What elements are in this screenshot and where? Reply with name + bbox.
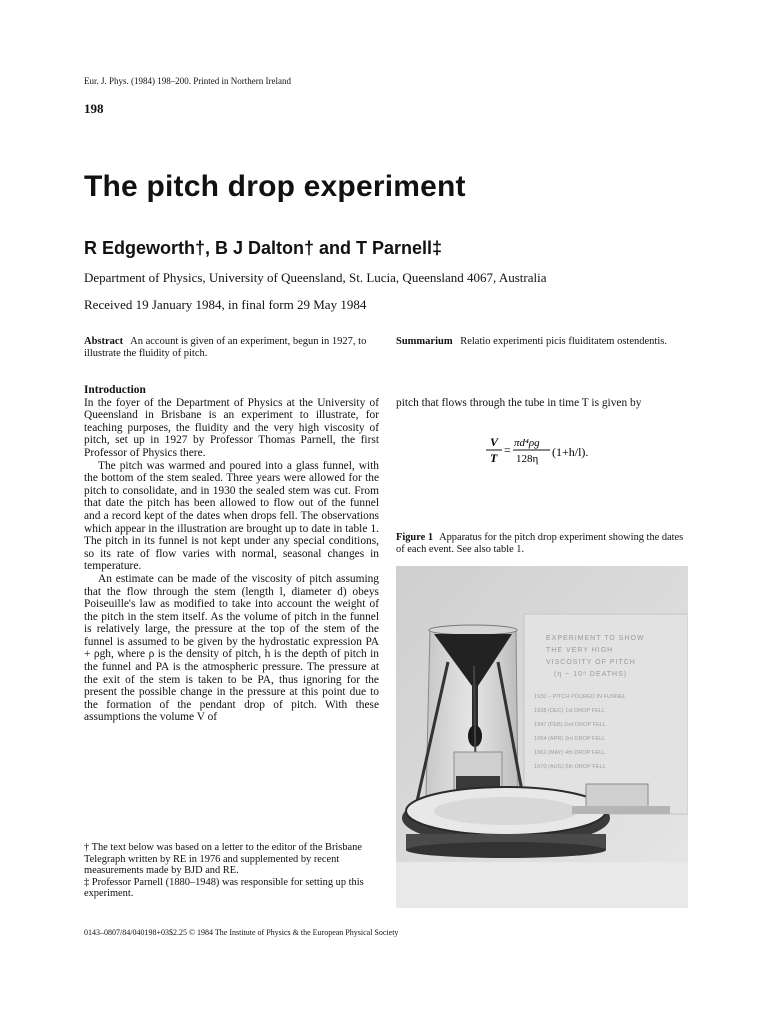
copyright-line: 0143–0807/84/040198+03$2.25 © 1984 The Institute of Physics & the European Physical Society [84,928,399,937]
footnote-1: † The text below was based on a letter to the editor of the Brisbane Telegraph written by RE in 1976 and supplemented by recent measurements made by BJD and RE. [84,842,362,877]
summarium-text: Relatio experimenti picis fluiditatem ostendentis. [460,336,667,347]
article-authors: R Edgeworth†, B J Dalton† and T Parnell‡ [84,238,443,258]
board-entry-4: 1954 (APR) 3rd DROP FELL [534,736,606,742]
figure-caption [396,532,688,556]
figure-label: Figure 1 [396,532,434,543]
page-number: 198 [84,101,104,116]
board-entry-2: 1938 (DEC) 1st DROP FELL [534,708,606,714]
received-dates: Received 19 January 1984, in final form 29 May 1984 [84,297,367,312]
abstract-label: Abstract [84,336,124,347]
abstract-text: An account is given of an experiment, begun in 1927, to illustrate the fluidity of pitch. [84,336,367,359]
formula-lhs-numerator: V [490,435,499,449]
formula-rhs-numerator: πd⁴ρg [514,437,540,449]
intro-paragraph-2: The pitch was warmed and poured into a glass funnel, with the bottom of the stem sealed. Three years were allowed for the pitch to consolidate, and in 1930 the sealed stem was cut. From that date the pitch has been allowed to flow out of the funnel and a record kept of the dates when drops fell. The observations which appear in the illustration are brought up to date in table 1. The pitch in its funnel is not kept under any special conditions, so its rate of flow varies with normal, seasonal changes in temperature. [84,459,379,573]
poiseuille-formula [484,431,594,471]
formula-lhs-denominator: T [490,451,498,465]
right-column-text: pitch that flows through the tube in time T is given by [396,397,642,409]
figure-caption-text: Apparatus for the pitch drop experiment showing the dates of each event. See also table 1. [396,532,684,555]
abstract [84,336,374,360]
article-title: The pitch drop experiment [84,170,466,203]
formula-bracket: (1+h/l). [552,445,589,459]
board-entry-3: 1947 (FEB) 2nd DROP FELL [534,722,607,728]
formula-equals: = [504,443,511,457]
introduction-heading: Introduction [84,384,146,396]
intro-paragraph-1: In the foyer of the Department of Physics at the University of Queensland in Brisbane is an experiment to illustrate, for teaching purposes, the fluidity and the very high viscosity of pitch, set up in 1927 by Professor Thomas Parnell, the first Professor of Physics there. [84,396,379,459]
footnote-2: ‡ Professor Parnell (1880–1948) was responsible for setting up this experiment. [84,876,364,900]
board-title-2: THE VERY HIGH [546,647,614,654]
formula-rhs-denominator: 128η [516,453,539,465]
board-entry-5: 1962 (MAY) 4th DROP FELL [534,750,606,756]
board-entry-1: 1930 – PITCH POURED IN FUNNEL [534,694,627,700]
introduction-section [84,384,379,724]
journal-citation: Eur. J. Phys. (1984) 198–200. Printed in Northern Ireland [84,76,291,86]
summarium-label: Summarium [396,336,453,347]
board-entry-6: 1970 (AUG) 5th DROP FELL [534,764,606,770]
footnotes [84,842,379,900]
author-affiliation: Department of Physics, University of Queensland, St. Lucia, Queensland 4067, Australia [84,270,547,285]
intro-paragraph-3: An estimate can be made of the viscosity of pitch assuming that the flow through the stem (length l, diameter d) obeys Poiseuille's law as modified to take into account the weight of the pitch in the stem itself. As the volume of pitch in the funnel is relatively large, the pressure at the top of the stem of the funnel is assumed to be given by the hydrostatic expression PA + ρgh, where ρ is the density of pitch, h is the depth of pitch in the funnel and PA is the atmospheric pressure. The pressure at the exit of the stem is taken to be PA, thus ignoring for the present the possible change in the pressure at this point due to the formation of the pendant drop of pitch. With these assumptions the volume V of [84,572,379,724]
pitch-drop-apparatus-photo [396,566,688,908]
board-title-1: EXPERIMENT TO SHOW [546,635,645,642]
summarium [396,336,686,348]
board-title-4: (η ~ 10⁸ DEATHS) [554,671,628,678]
board-title-3: VISCOSITY OF PITCH [546,659,636,666]
